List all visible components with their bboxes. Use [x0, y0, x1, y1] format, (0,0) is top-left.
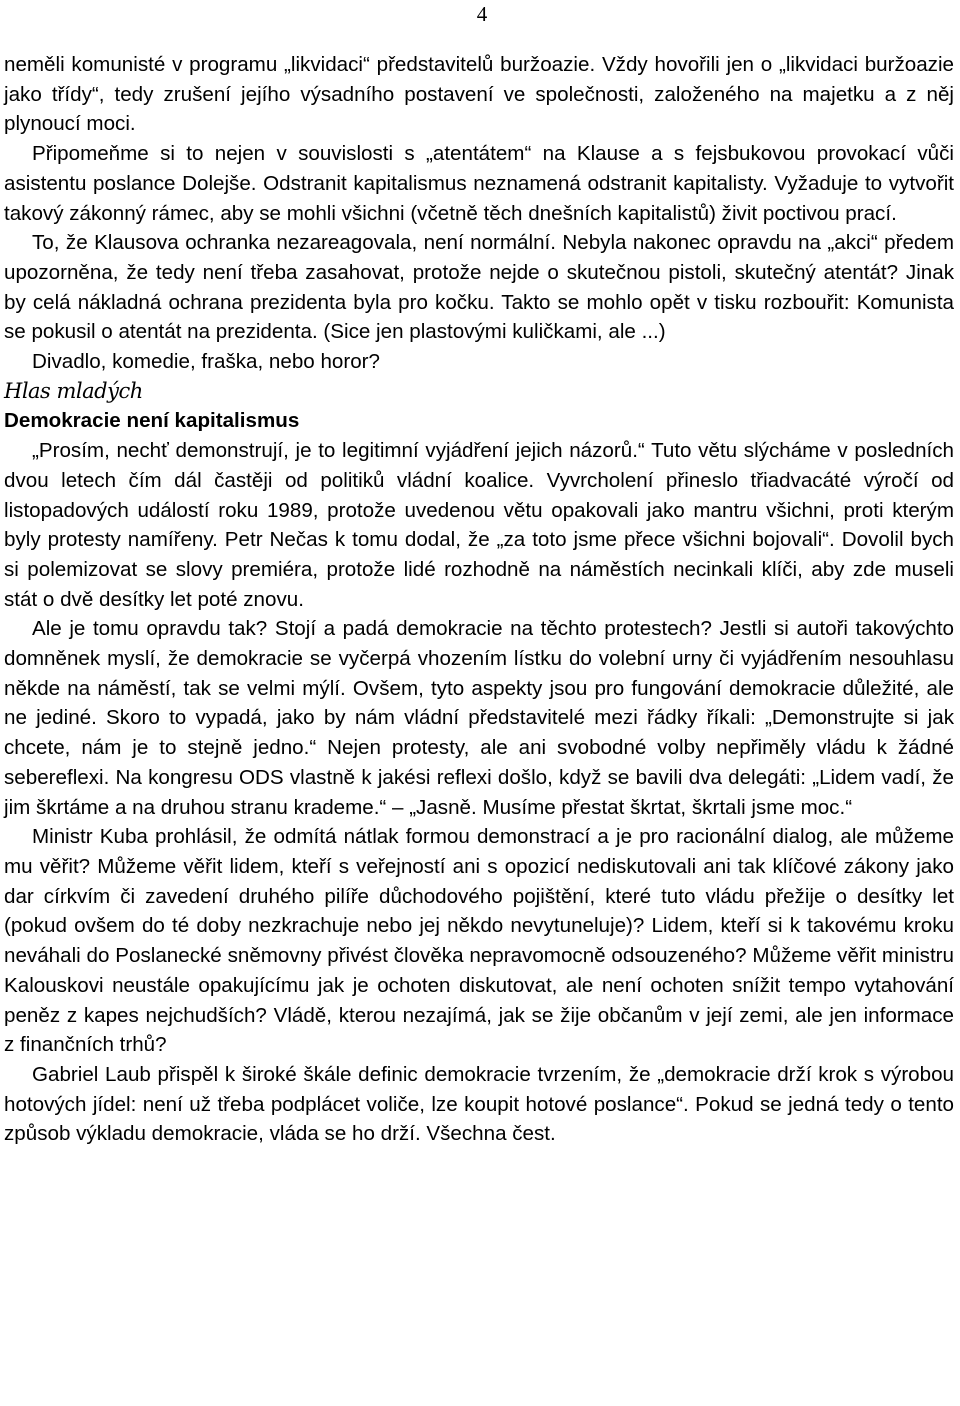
paragraph: neměli komunisté v programu „likvidaci“ představitelů buržoazie. Vždy hovořili jen o „likvidaci buržoazie jako třídy“, tedy zrušení jejího výsadního postavení ve společnosti, založeného na majetku a z něj plynoucí moci. — [4, 53, 954, 136]
paragraph: Divadlo, komedie, fraška, nebo horor? — [32, 350, 380, 374]
section-heading: Hlas mladých — [4, 378, 143, 403]
body-text — [4, 50, 954, 1149]
paragraph: To, že Klausova ochranka nezareagovala, není normální. Nebyla nakonec opravdu na „akci“ předem upozorněna, že tedy není třeba zasahovat, protože nejde o skutečnou pistoli, skutečný atentát? Jinak by celá nákladná ochrana prezidenta byla pro kočku. Takto se mohlo opět v tisku rozbouřit: Komunista se pokusil o atentát na prezidenta. (Sice jen plastovými kuličkami, ale ...) — [4, 231, 954, 344]
paragraph: Ministr Kuba prohlásil, že odmítá nátlak formou demonstrací a je pro racionální dialog, ale můžeme mu věřit? Můžeme věřit lidem, kteří s veřejností ani s opozicí nediskutovali ani tak klíčové zákony jako dar církvím či zavedení druhého pilíře důchodového pojištění, které tuto vládu přežije o desítky let (pokud ovšem do té doby nezkrachuje nebo jej někdo nevytuneluje)? Lidem, kteří si k takovému kroku neváhali do Poslanecké sněmovny přivést člověka nepravomocně odsouzeného? Můžeme věřit ministru Kalouskovi neustále opakujícímu jak je ochoten diskutovat, ale není ochoten snížit tempo vytahování peněz z kapes nejchudších? Vládě, kterou nezajímá, jak se žije občanům v její zemi, ale jen informace z finančních trhů? — [4, 825, 954, 1057]
paragraph: Ale je tomu opravdu tak? Stojí a padá demokracie na těchto protestech? Jestli si autoři takovýchto domněnek myslí, že demokracie se vyčerpá vhozením lístku do volební urny či vyjádřením nesouhlasu někde na náměstí, tak se velmi mýlí. Ovšem, tyto aspekty jsou pro fungování demokracie důležité, ale ne jediné. Skoro to vypadá, jako by nám vládní představitelé mezi řádky říkali: „Demonstrujte si jak chcete, nám je to stejně jedno.“ Nejen protesty, ale ani svobodné volby nepřiměly vládu k žádné sebereflexi. Na kongresu ODS vlastně k jakési reflexi došlo, když se bavili dva delegáti: „Lidem vadí, že jim škrtáme a na druhou stranu krademe.“ – „Jasně. Musíme přestat škrtat, škrtali jsme moc.“ — [4, 617, 954, 819]
article-title: Demokracie není kapitalismus — [4, 409, 300, 433]
paragraph: Gabriel Laub přispěl k široké škále definic demokracie tvrzením, že „demokracie drží krok s výrobou hotových jídel: není už třeba podplácet voliče, lze koupit hotové poslance“. Pokud se jedná tedy o tento způsob výkladu demokracie, vláda se ho drží. Všechna čest. — [4, 1062, 954, 1146]
paragraph: „Prosím, nechť demonstrují, je to legitimní vyjádření jejich názorů.“ Tuto větu slýcháme v posledních dvou letech čím dál častěji od politiků vládní koalice. Vyvrcholení přineslo třiadvacáté výročí od listopadových událostí roku 1989, protože uvedenou větu opakovali jako mantru všichni, proti kterým byly protesty namířeny. Petr Nečas k tomu dodal, že „za toto jsme přece všichni bojovali“. Dovolil bych si polemizovat se slovy premiéra, protože lidé rozhodně na náměstích necinkali klíči, aby zde museli stát o dvě desítky let poté znovu. — [4, 439, 954, 611]
paragraph: Připomeňme si to nejen v souvislosti s „atentátem“ na Klause a s fejsbukovou provokací vůči asistentu poslance Dolejše. Odstranit kapitalismus neznamená odstranit kapitalisty. Vyžaduje to vytvořit takový zákonný rámec, aby se mohli všichni (včetně těch dnešních kapitalistů) živit poctivou prací. — [4, 142, 954, 225]
page-number: 4 — [476, 2, 488, 26]
